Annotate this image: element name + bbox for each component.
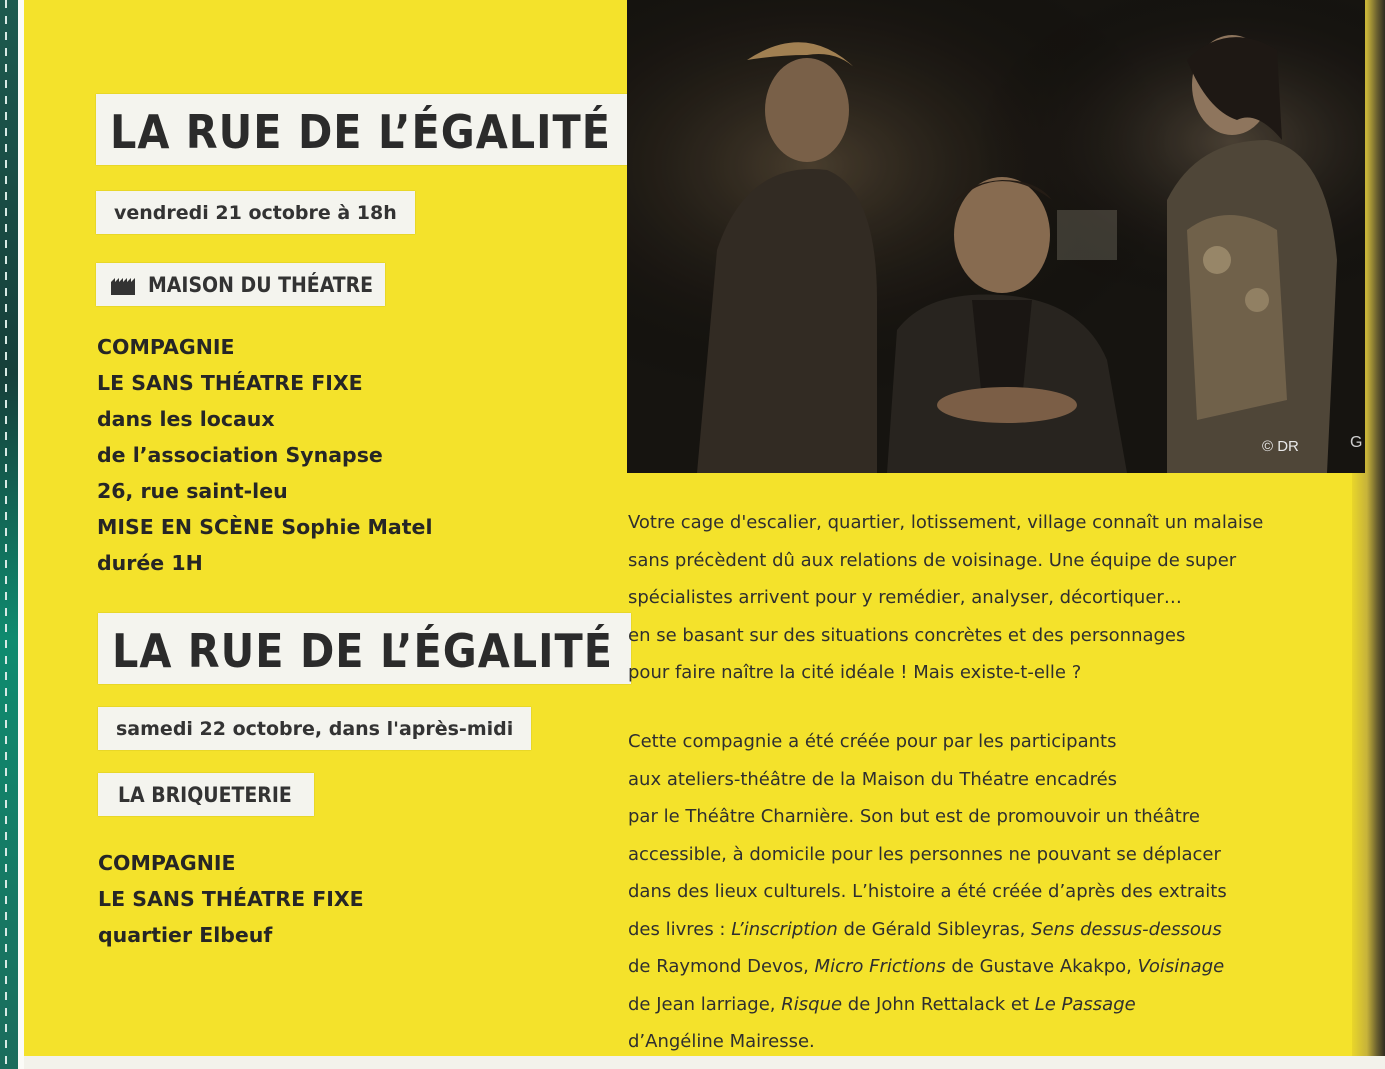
photo-illustration	[627, 0, 1365, 473]
photo-credit: © DR	[1262, 438, 1299, 455]
detail-line: dans les locaux	[97, 407, 275, 431]
detail-line: quartier Elbeuf	[98, 923, 273, 947]
paragraph-line: d’Angéline Mairesse.	[628, 1031, 815, 1052]
text-run: de Gérald Sibleyras,	[837, 918, 1032, 940]
paragraph-line: sans précèdent dû aux relations de voisinage. Une équipe de super	[628, 549, 1237, 571]
book-title: Le Passage	[1034, 993, 1136, 1015]
event-venue	[98, 773, 314, 816]
detail-line: COMPAGNIE	[97, 335, 235, 359]
book-title: Voisinage	[1137, 956, 1225, 977]
event-details	[97, 329, 433, 581]
event-venue	[96, 263, 385, 306]
paragraph-line	[628, 986, 1328, 1024]
book-title: L’inscription	[731, 918, 838, 940]
paragraph-line: par le Théâtre Charnière. Son but est de promouvoir un théâtre	[628, 806, 1200, 827]
detail-line: COMPAGNIE	[98, 851, 236, 875]
paragraph-line: aux ateliers-théâtre de la Maison du Théatre encadrés	[628, 768, 1118, 790]
detail-line: de l’association Synapse	[97, 443, 383, 467]
book-title: Micro Frictions	[814, 956, 946, 977]
event-date: samedi 22 octobre, dans l'après-midi	[98, 707, 531, 750]
paragraph-line: Votre cage d'escalier, quartier, lotissement, village connaît un malaise	[628, 512, 1264, 533]
company-paragraph	[628, 723, 1328, 1061]
event-title: LA RUE DE L’ÉGALITÉ	[98, 613, 631, 684]
paragraph-line: accessible, à domicile pour les personnes ne pouvant se déplacer	[628, 843, 1221, 865]
detail-line: LE SANS THÉATRE FIXE	[98, 887, 364, 911]
venue-name: LA BRIQUETERIE	[118, 783, 292, 807]
theatre-building-icon	[110, 276, 136, 296]
book-title: Sens dessus-dessous	[1031, 918, 1222, 940]
event-details	[98, 845, 364, 953]
text-run: de Raymond Devos,	[628, 956, 815, 977]
paragraph-line: pour faire naître la cité idéale ! Mais existe-t-elle ?	[628, 662, 1082, 683]
detail-line: 26, rue saint-leu	[97, 479, 288, 503]
event-date: vendredi 21 octobre à 18h	[96, 191, 415, 234]
description-paragraph	[628, 504, 1328, 692]
paragraph-line	[628, 911, 1328, 949]
event-title: LA RUE DE L’ÉGALITÉ	[96, 94, 629, 165]
detail-line: LE SANS THÉATRE FIXE	[97, 371, 363, 395]
text-run: de Jean larriage,	[628, 993, 782, 1015]
paragraph-line: spécialistes arrivent pour y remédier, analyser, décortiquer…	[628, 587, 1182, 608]
detail-line: durée 1H	[97, 551, 203, 575]
text-run: de John Rettalack et	[842, 993, 1035, 1015]
corner-letter: G	[1350, 434, 1363, 451]
detail-line: MISE EN SCÈNE Sophie Matel	[97, 515, 433, 539]
paragraph-line	[628, 948, 1328, 986]
paragraph-line: Cette compagnie a été créée pour par les participants	[628, 731, 1117, 752]
paragraph-line: en se basant sur des situations concrètes et des personnages	[628, 624, 1186, 646]
paragraph-line: dans des lieux culturels. L’histoire a été créée d’après des extraits	[628, 881, 1227, 902]
venue-name: MAISON DU THÉATRE	[148, 273, 374, 297]
text-run: des livres :	[628, 918, 732, 940]
performance-photo	[627, 0, 1365, 473]
book-title: Risque	[781, 993, 843, 1015]
text-run: de Gustave Akakpo,	[945, 956, 1138, 977]
